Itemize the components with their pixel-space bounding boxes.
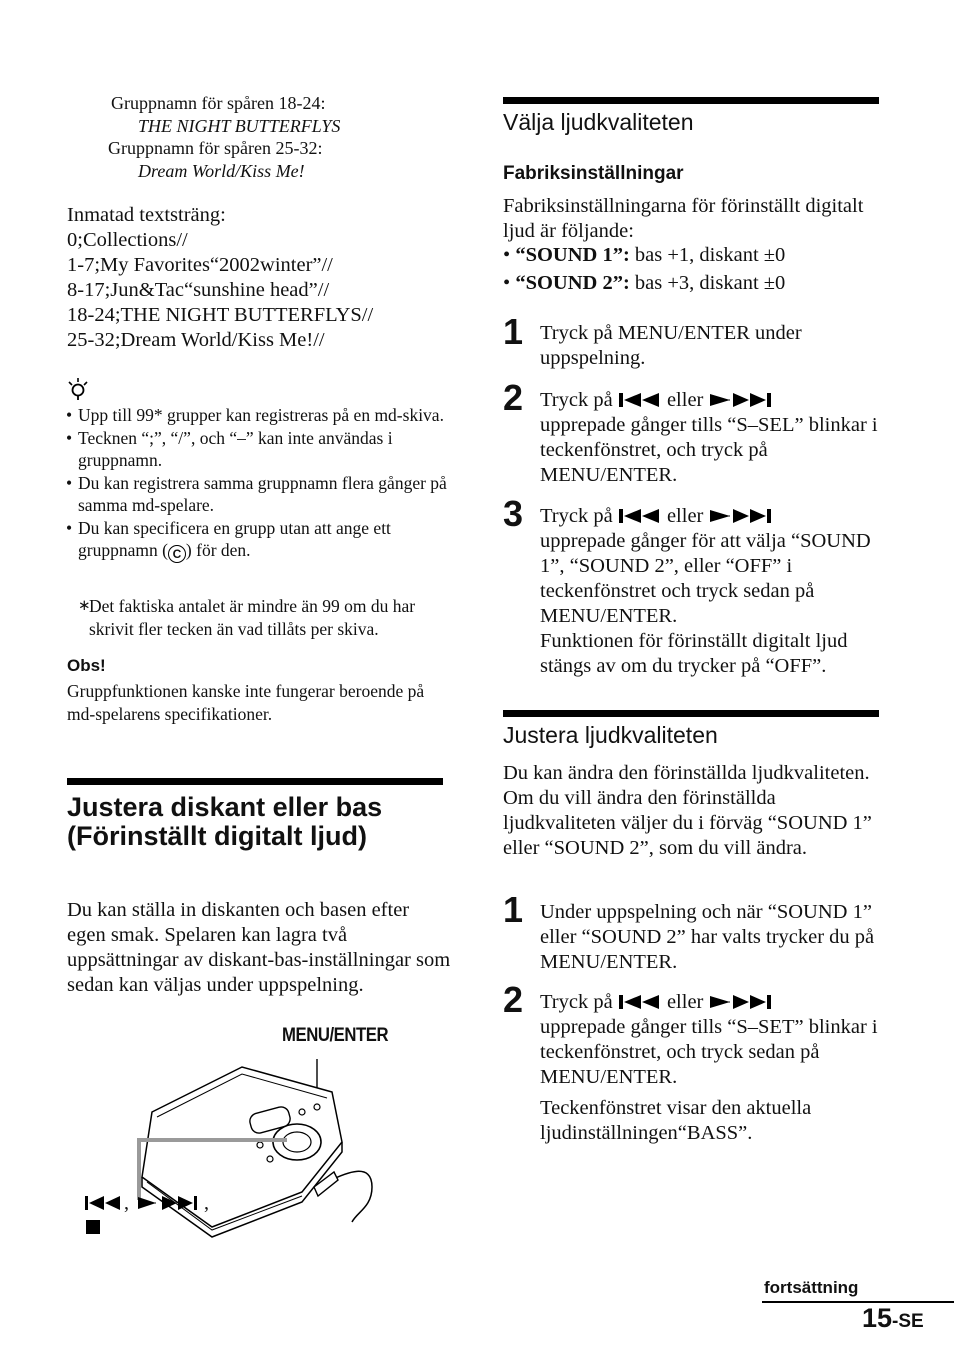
step-text-or: eller — [666, 991, 704, 1013]
input-line: 0;Collections// — [67, 229, 188, 251]
step-text — [540, 388, 880, 488]
footnote — [78, 595, 459, 640]
step-text — [540, 990, 880, 1146]
page-number — [862, 1303, 924, 1334]
lightbulb-icon — [66, 376, 90, 402]
stop-icon — [86, 1220, 100, 1234]
sound-value: bas +1, diskant ±0 — [629, 244, 786, 266]
step-text-or: eller — [666, 505, 704, 527]
step-text: Tryck på MENU/ENTER under uppspelning. — [540, 322, 802, 369]
factory-intro: Fabriksinställningarna för förinställt digitalt ljud är följande: — [503, 195, 864, 242]
sound-list — [503, 243, 873, 296]
step-text-c: Funktionen för förinställt digitalt ljud stängs av om du trycker på “OFF”. — [540, 630, 848, 677]
tip-item: • Du kan registrera samma gruppnamn flera gånger på samma md-spelare. — [66, 472, 448, 517]
subsection-title: Välja ljudkvaliteten — [503, 109, 694, 135]
prev-track-icon — [618, 994, 662, 1010]
tip-text: Du kan specificera en grupp utan att ange ett gruppnamn ( — [78, 517, 391, 560]
prev-track-icon — [618, 392, 662, 408]
step-text-a: Tryck på — [540, 505, 613, 527]
input-string-block — [67, 203, 447, 353]
factory-settings-heading: Fabriksinställningar — [503, 163, 684, 184]
section-rule — [503, 710, 879, 717]
footnote-text: Det faktiska antalet är mindre än 99 om du har skrivit fler tecken än vad tillåts per skiva. — [89, 596, 416, 639]
section-rule — [67, 778, 443, 785]
footnote-mark: ∗ — [78, 598, 91, 614]
footer-rule — [762, 1301, 954, 1303]
input-line: 8-17;Jun&Tac“sunshine head”// — [67, 279, 330, 301]
sound-label: “SOUND 1”: — [515, 244, 630, 266]
play-next-icon — [709, 508, 775, 524]
button-labels — [84, 1192, 209, 1215]
obs-text: Gruppfunktionen kanske inte fungerar beroende på md-spelarens specifikationer. — [67, 681, 425, 724]
section-title: Justera diskant eller bas (Förinställt digitalt ljud) — [67, 792, 383, 851]
menu-enter-label: MENU/ENTER — [282, 1025, 389, 1046]
comma: , — [204, 1192, 209, 1214]
tip-item — [66, 517, 448, 564]
step-number: 3 — [503, 493, 524, 534]
sound-label: “SOUND 2”: — [515, 272, 630, 294]
play-next-icon — [709, 994, 775, 1010]
group-examples — [108, 92, 431, 182]
prev-track-icon — [84, 1195, 124, 1211]
group-label-2: Gruppnamn för spåren 25-32: — [108, 138, 323, 158]
step-text-b: upprepade gånger tills “S–SET” blinkar i teckenfönstret, och tryck sedan på MENU/ENTER. — [540, 1016, 878, 1088]
input-line: 1-7;My Favorites“2002winter”// — [67, 254, 333, 276]
sound-item: • “SOUND 1”: bas +1, diskant ±0 — [503, 244, 786, 266]
tip-item: • Upp till 99* grupper kan registreras på en md-skiva. — [66, 404, 448, 427]
section-rule — [503, 97, 879, 104]
page-suffix: -SE — [892, 1311, 924, 1332]
obs-heading: Obs! — [67, 656, 106, 675]
tip-item: • Tecknen “;”, “/”, och “–” kan inte användas i gruppnamn. — [66, 427, 448, 472]
step-number: 1 — [503, 311, 524, 352]
page-num: 15 — [862, 1303, 893, 1333]
prev-track-icon — [618, 508, 662, 524]
sound-item: • “SOUND 2”: bas +3, diskant ±0 — [503, 272, 786, 294]
input-line: 25-32;Dream World/Kiss Me!// — [67, 329, 325, 351]
group-name-1: THE NIGHT BUTTERFLYS — [138, 115, 341, 136]
step-text-b: upprepade gånger tills “S–SEL” blinkar i teckenfönstret, och tryck på MENU/ENTER. — [540, 414, 878, 486]
step-text-or: eller — [666, 389, 704, 411]
step-text-b: upprepade gånger för att välja “SOUND 1”, “SOUND 2”, eller “OFF” i teckenfönstret och tryck sedan på MENU/ENTER. — [540, 530, 871, 627]
step-text: Under uppspelning och när “SOUND 1” eller “SOUND 2” har valts trycker du på MENU/ENTER. — [540, 901, 875, 973]
tip-text-end: ) för den. — [185, 540, 251, 560]
tips-list — [66, 404, 448, 563]
step-number: 1 — [503, 889, 524, 930]
play-next-icon — [134, 1195, 204, 1211]
step-text-a: Tryck på — [540, 389, 613, 411]
input-line: 18-24;THE NIGHT BUTTERFLYS// — [67, 304, 374, 326]
section-intro: Du kan ställa in diskanten och basen efter egen smak. Spelaren kan lagra två uppsättningar av diskant-bas-inställningar som sedan kan väljas under uppspelning. — [67, 899, 451, 996]
input-line: Inmatad textsträng: — [67, 204, 226, 226]
step-text-a: Tryck på — [540, 991, 613, 1013]
step-text — [540, 504, 880, 679]
group-symbol-icon: C — [168, 545, 186, 563]
step-number: 2 — [503, 979, 524, 1020]
sound-value: bas +3, diskant ±0 — [629, 272, 786, 294]
comma: , — [124, 1192, 129, 1214]
group-name-2: Dream World/Kiss Me! — [138, 160, 305, 181]
play-next-icon — [709, 392, 775, 408]
group-label-1: Gruppnamn för spåren 18-24: — [111, 93, 326, 113]
subsection-title: Justera ljudkvaliteten — [503, 722, 718, 748]
step-text-c: Teckenfönstret visar den aktuella ljudinställningen“BASS”. — [540, 1097, 812, 1144]
continued-label: fortsättning — [764, 1278, 859, 1297]
adjust-intro: Du kan ändra den förinställda ljudkvaliteten. Om du vill ändra den förinställda ljudkvaliteten väljer du i förväg “SOUND 1” eller “SOUND 2”, som du vill ändra. — [503, 762, 872, 859]
step-number: 2 — [503, 377, 524, 418]
player-illustration — [82, 1022, 412, 1242]
